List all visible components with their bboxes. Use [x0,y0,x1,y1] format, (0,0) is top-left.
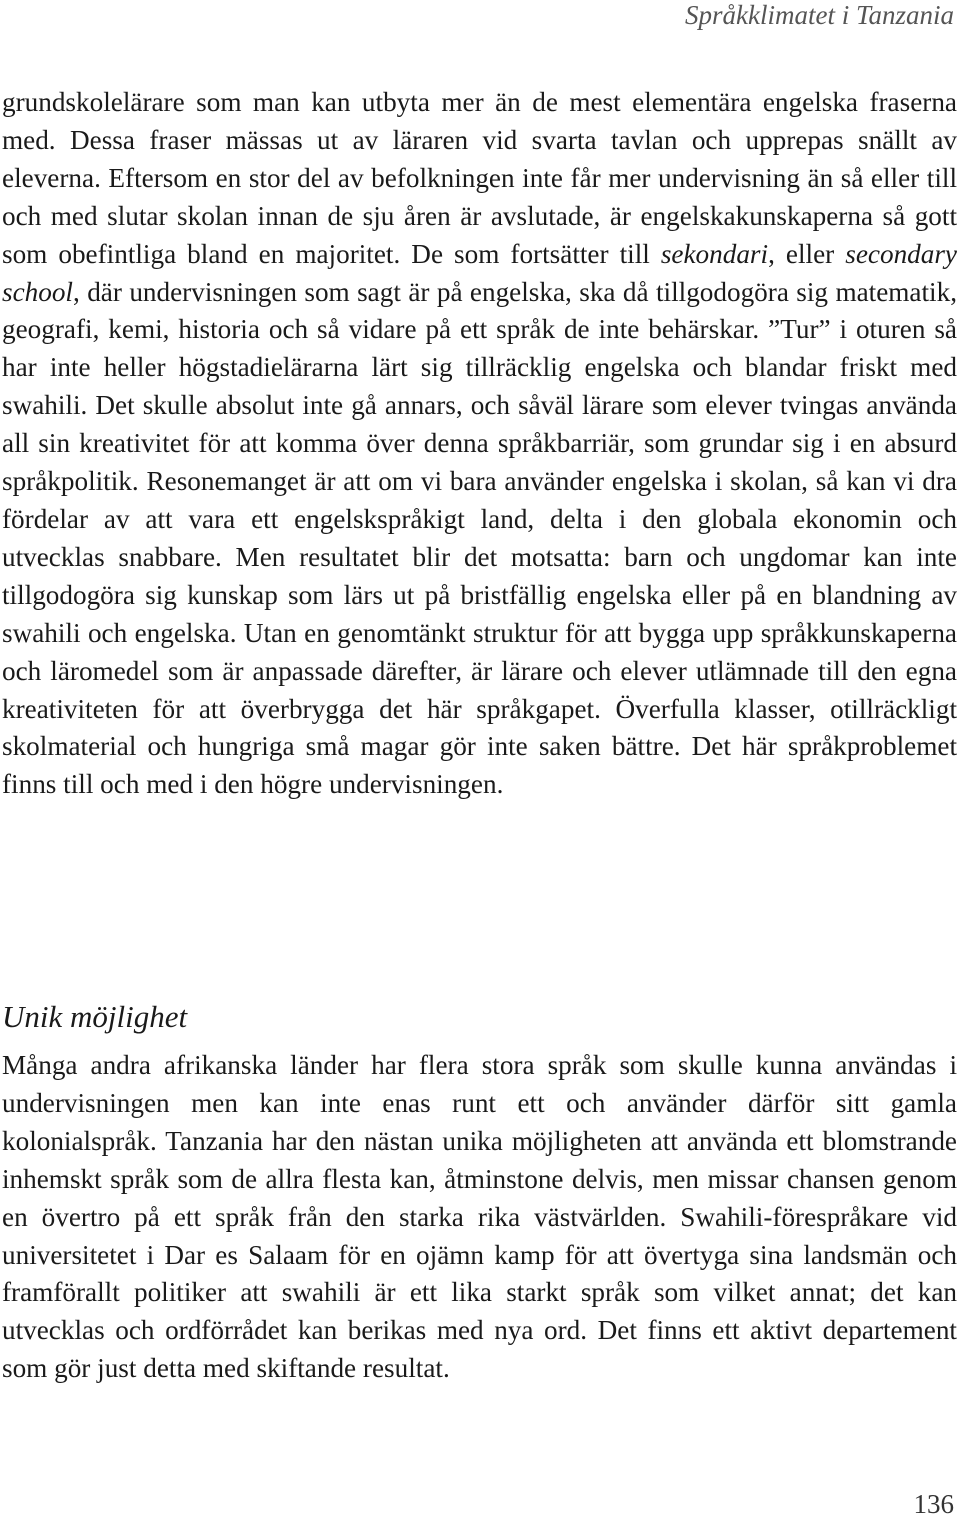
paragraph-1-text-c: , där undervisningen som sagt är på engelska, ska då tillgodogöra sig matematik, geografi, kemi, historia och så vidare på ett språk de inte behärskar. ”Tur” i oturen så har inte heller högstadielärarna lärt sig tillräcklig engelska och blandar friskt med swahili. Det skulle absolut inte gå annars, och såväl lärare som elever tvingas använda all sin kreativitet för att komma över denna språkbarriär, som grundar sig i en absurd språkpolitik. Resonemanget är att om vi bara använder engelska i skolan, så kan vi dra fördelar av att vara ett engelskspråkigt land, delta i den globala ekonomin och utvecklas snabbare. Men resultatet blir det motsatta: barn och ungdomar kan inte tillgodogöra sig kunskap som lärs ut på bristfällig engelska eller på en blandning av swahili och engelska. Utan en genomtänkt struktur för att bygga upp språkkunskaperna och läromedel som är anpassade därefter, är lärare och elever utlämnade till den egna kreativiteten för att överbrygga det här språkgapet. Överfulla klasser, otillräckligt skolmaterial och hungriga små magar gör inte saken bättre. Det här språkproblemet finns till och med i den högre undervisningen. [2,276,957,800]
page-body [2,84,958,1384]
term-secondary-school: secondary school [2,238,958,307]
term-sekondari: sekondari [660,238,769,269]
paragraph-1-text-b: , eller [768,238,846,269]
paragraph-1-text-a: grundskolelärare som man kan utbyta mer än de mest elementära engelska fraserna med. Dessa fraser mässas ut av läraren vid svarta tavlan och upprepas snällt av eleverna. Eftersom en stor del av befolkningen inte får mer undervisning än så eller till och med slutar skolan innan de sju åren är avslutade, är engelskakunskaperna så gott som obefintliga bland en majoritet. De som fortsätter till [2,87,957,269]
body-paragraph-2: Många andra afrikanska länder har flera stora språk som skulle kunna användas i undervisningen men kan inte enas runt ett och använder därför sitt gamla kolonialspråk. Tanzania har den nästan unika möjligheten att använda ett blomstrande inhemskt språk som de allra flesta kan, åtminstone delvis, men missar chansen genom en övertro på ett språk från den starka rika västvärlden. Swahili-förespråkare vid universitetet i Dar es Salaam för en ojämn kamp för att övertyga sina landsmän och framförallt politiker att swahili är ett lika starkt språk som vilket annat; det kan utvecklas och ordförrådet kan berikas med nya ord. Det finns ett aktivt departement som gör just detta med skiftande resultat. [2,1050,957,1384]
section-heading: Unik möjlighet [2,999,188,1034]
running-header: Språkklimatet i Tanzania [684,0,954,30]
page-number: 136 [913,1489,954,1519]
body-paragraph-1 [2,84,957,804]
